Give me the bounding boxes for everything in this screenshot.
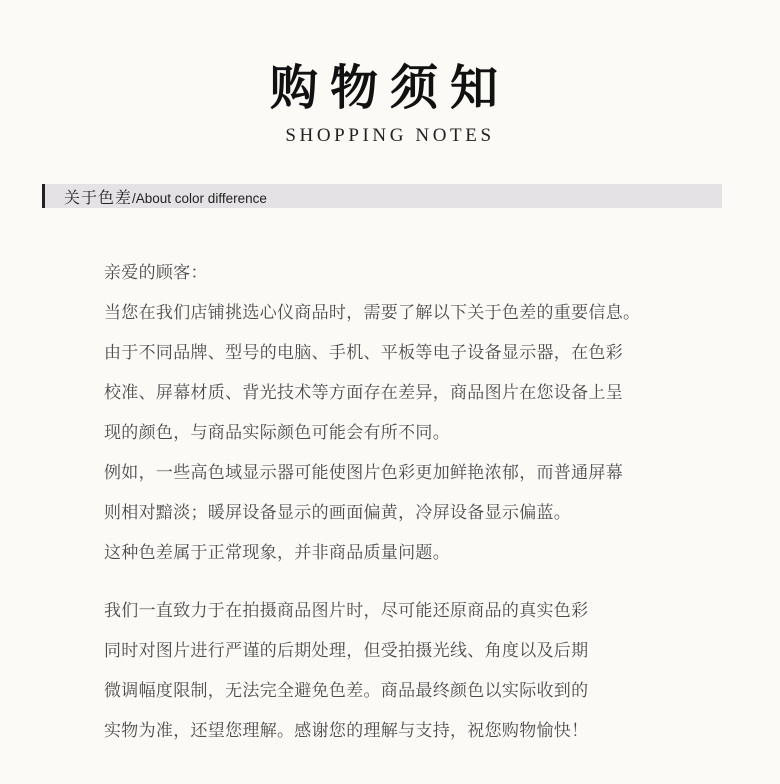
paragraph-gap [104, 578, 744, 596]
text-line: 校准、屏幕材质、背光技术等方面存在差异，商品图片在您设备上呈 [104, 383, 623, 403]
section-marker [42, 184, 45, 208]
section-title [64, 185, 267, 208]
section-title-en: /About color difference [132, 190, 267, 206]
text-line: 实物为准，还望您理解。感谢您的理解与支持，祝您购物愉快！ [104, 721, 589, 741]
text-line: 现的颜色，与商品实际颜色可能会有所不同。 [104, 423, 450, 443]
section-header [42, 184, 722, 208]
text-line: 例如，一些高色域显示器可能使图片色彩更加鲜艳浓郁，而普通屏幕 [104, 463, 623, 483]
text-line: 微调幅度限制，无法完全避免色差。商品最终颜色以实际收到的 [104, 681, 589, 701]
text-line: 则相对黯淡；暖屏设备显示的画面偏黄，冷屏设备显示偏蓝。 [104, 503, 572, 523]
paragraph-commitment [104, 596, 744, 746]
text-line: 由于不同品牌、型号的电脑、手机、平板等电子设备显示器，在色彩 [104, 343, 623, 363]
paragraph-color-difference [104, 258, 744, 568]
text-line: 同时对图片进行严谨的后期处理，但受拍摄光线、角度以及后期 [104, 641, 589, 661]
text-line: 这种色差属于正常现象，并非商品质量问题。 [104, 543, 450, 563]
notice-body [104, 258, 744, 756]
text-line: 亲爱的顾客： [104, 263, 208, 283]
page-title: 购物须知 [269, 60, 510, 116]
page-subtitle: SHOPPING NOTES [285, 125, 495, 146]
text-line: 当您在我们店铺挑选心仪商品时，需要了解以下关于色差的重要信息。 [104, 303, 641, 323]
section-title-cn: 关于色差 [64, 187, 133, 207]
text-line: 我们一直致力于在拍摄商品图片时，尽可能还原商品的真实色彩 [104, 601, 589, 621]
